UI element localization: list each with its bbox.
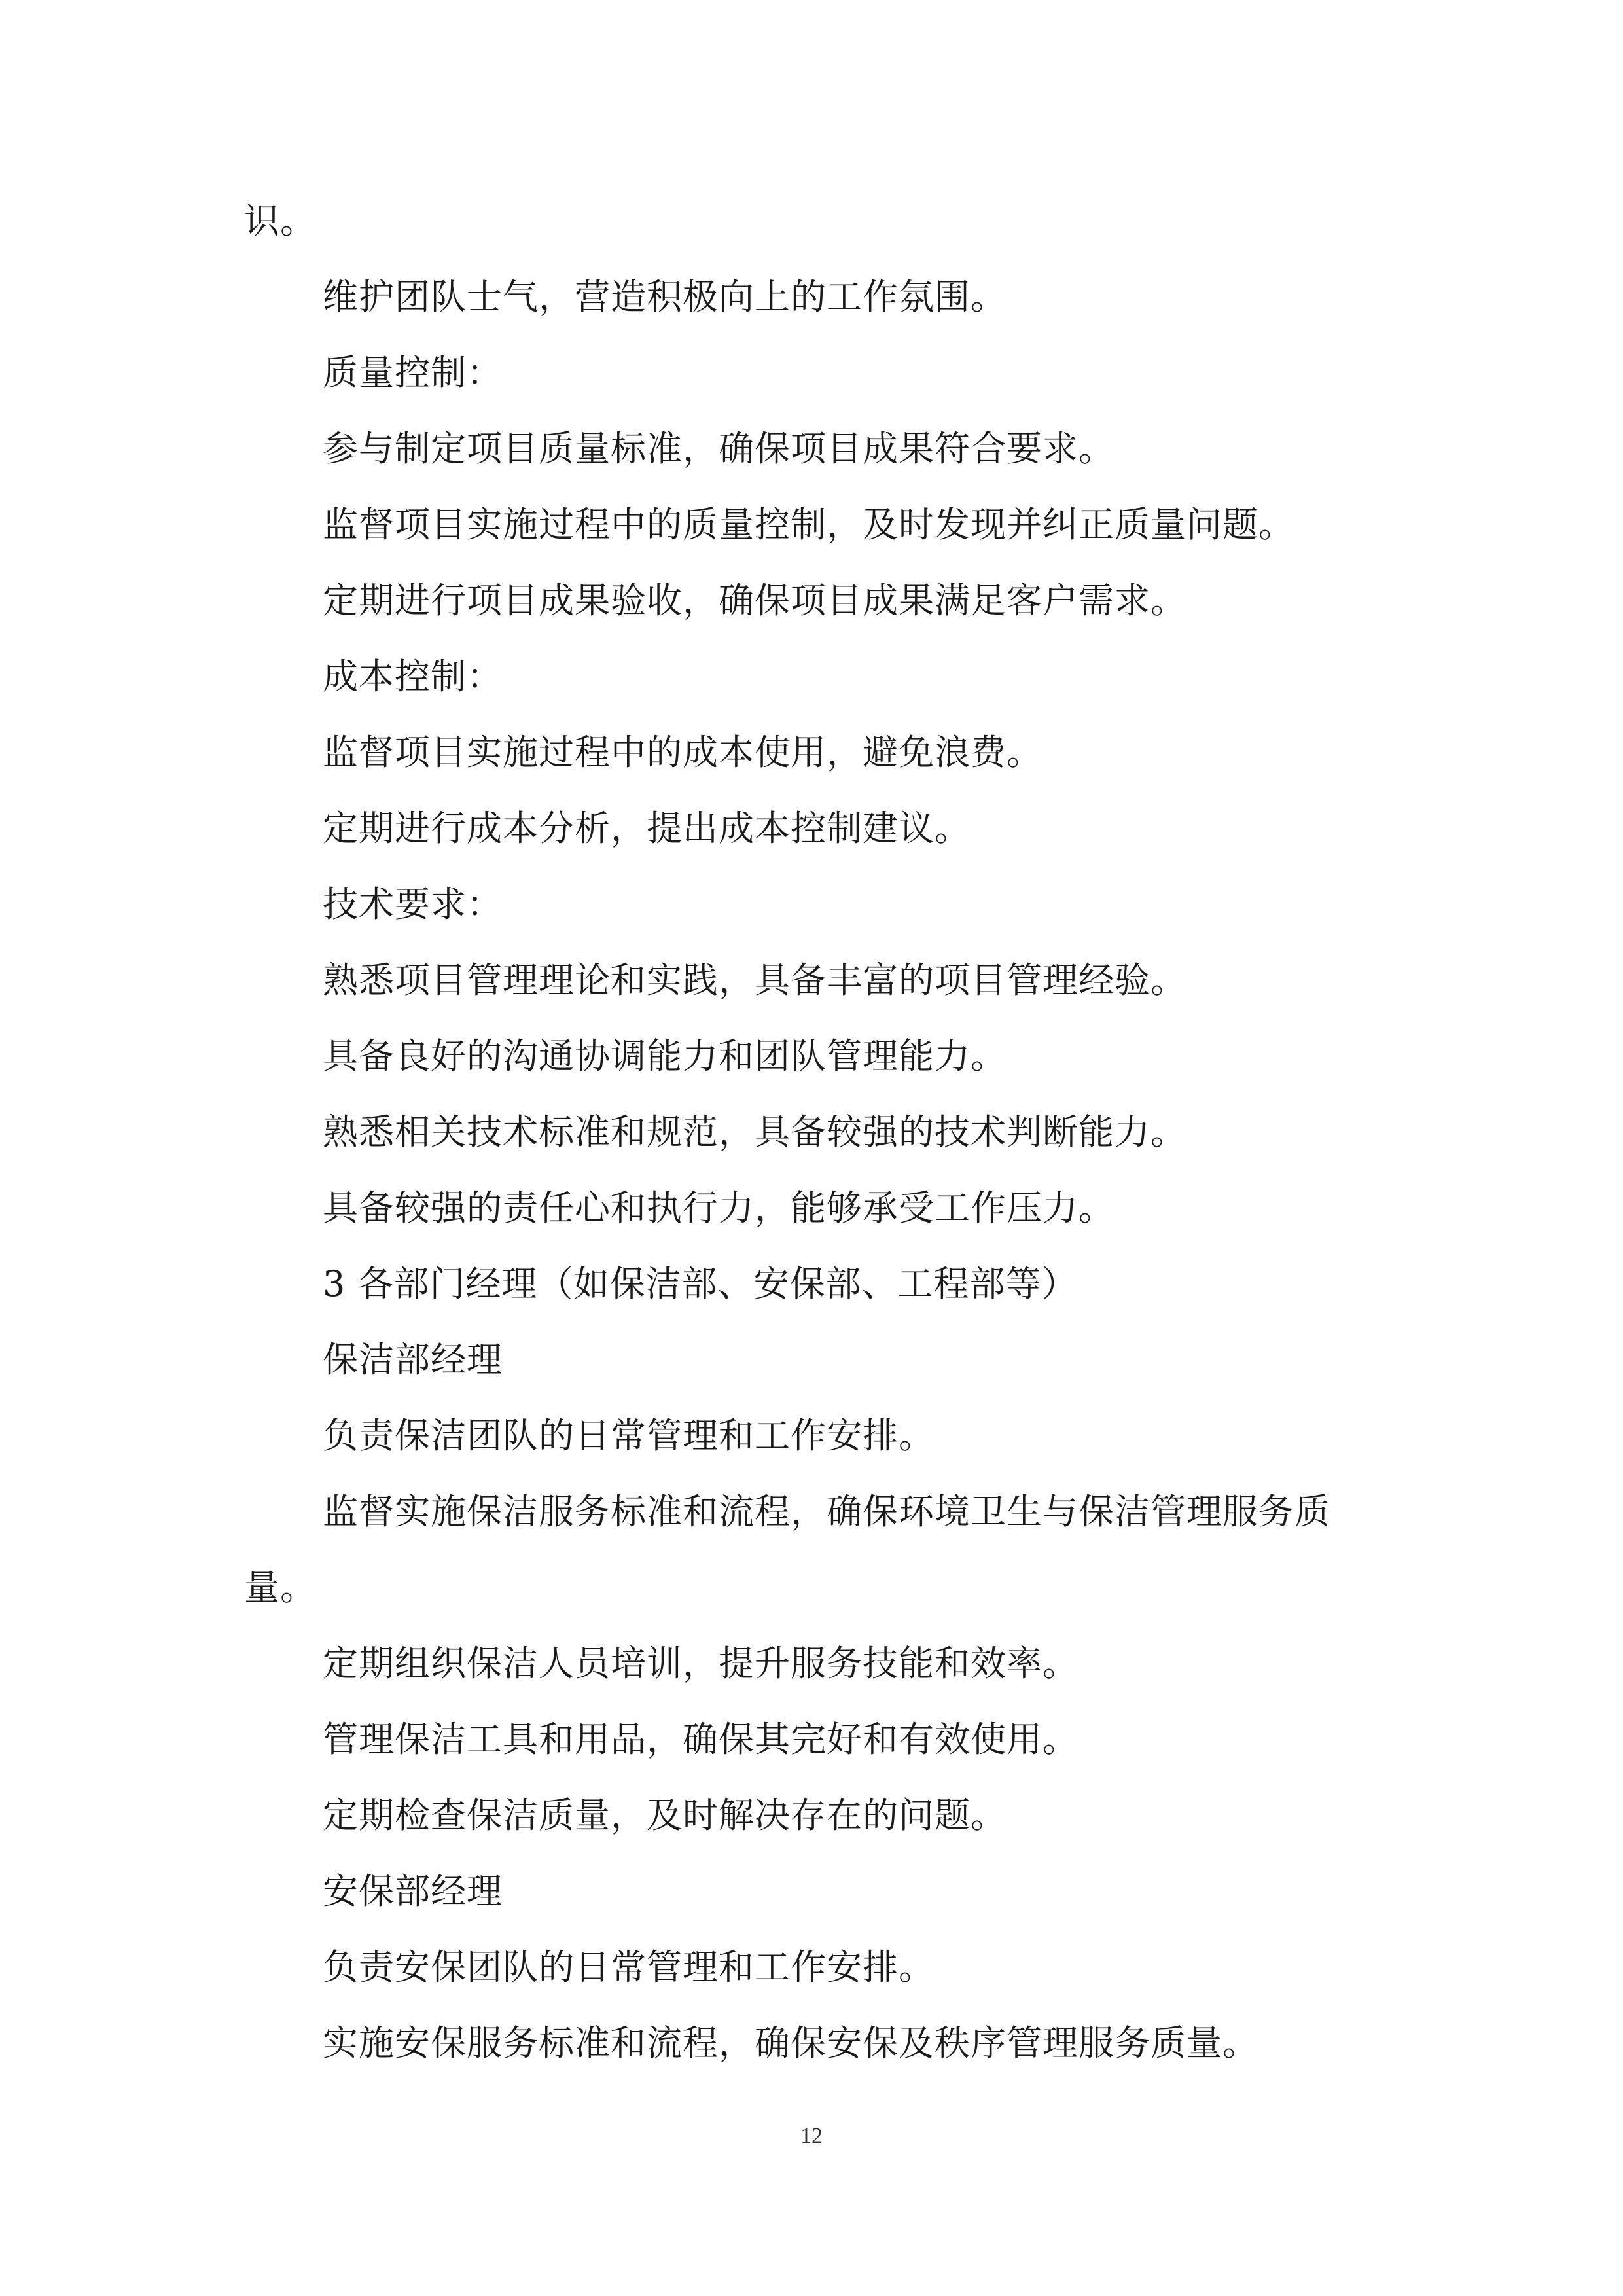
text-line: 量。 xyxy=(244,1567,316,1608)
section-heading: 3 各部门经理（如保洁部、安保部、工程部等） xyxy=(323,1263,1078,1304)
text-line: 定期检查保洁质量，及时解决存在的问题。 xyxy=(323,1795,1007,1836)
text-line: 识。 xyxy=(244,200,316,242)
text-line: 管理保洁工具和用品，确保其完好和有效使用。 xyxy=(323,1719,1079,1760)
text-line: 监督实施保洁服务标准和流程，确保环境卫生与保洁管理服务质 xyxy=(323,1491,1330,1532)
text-line: 定期组织保洁人员培训，提升服务技能和效率。 xyxy=(323,1643,1079,1684)
section-heading: 成本控制： xyxy=(323,656,503,697)
text-line: 维护团队士气，营造积极向上的工作氛围。 xyxy=(323,276,1007,317)
text-line: 熟悉项目管理理论和实践，具备丰富的项目管理经验。 xyxy=(323,960,1186,1001)
text-line: 具备良好的沟通协调能力和团队管理能力。 xyxy=(323,1035,1007,1077)
text-line: 负责安保团队的日常管理和工作安排。 xyxy=(323,1946,935,1988)
text-line: 具备较强的责任心和执行力，能够承受工作压力。 xyxy=(323,1187,1115,1229)
subsection-heading: 安保部经理 xyxy=(323,1871,503,1912)
text-line: 实施安保服务标准和流程，确保安保及秩序管理服务质量。 xyxy=(323,2022,1258,2064)
section-heading: 质量控制： xyxy=(323,352,503,393)
text-line: 监督项目实施过程中的质量控制，及时发现并纠正质量问题。 xyxy=(323,504,1294,545)
text-line: 参与制定项目质量标准，确保项目成果符合要求。 xyxy=(323,428,1115,469)
subsection-heading: 保洁部经理 xyxy=(323,1339,503,1380)
text-line: 监督项目实施过程中的成本使用，避免浪费。 xyxy=(323,732,1043,773)
text-line: 定期进行项目成果验收，确保项目成果满足客户需求。 xyxy=(323,580,1186,621)
page-number: 12 xyxy=(800,2124,823,2148)
text-line: 熟悉相关技术标准和规范，具备较强的技术判断能力。 xyxy=(323,1111,1186,1153)
text-line: 负责保洁团队的日常管理和工作安排。 xyxy=(323,1415,935,1456)
section-heading: 技术要求： xyxy=(323,884,503,925)
text-line: 定期进行成本分析，提出成本控制建议。 xyxy=(323,808,971,849)
body-text xyxy=(244,183,1383,2081)
